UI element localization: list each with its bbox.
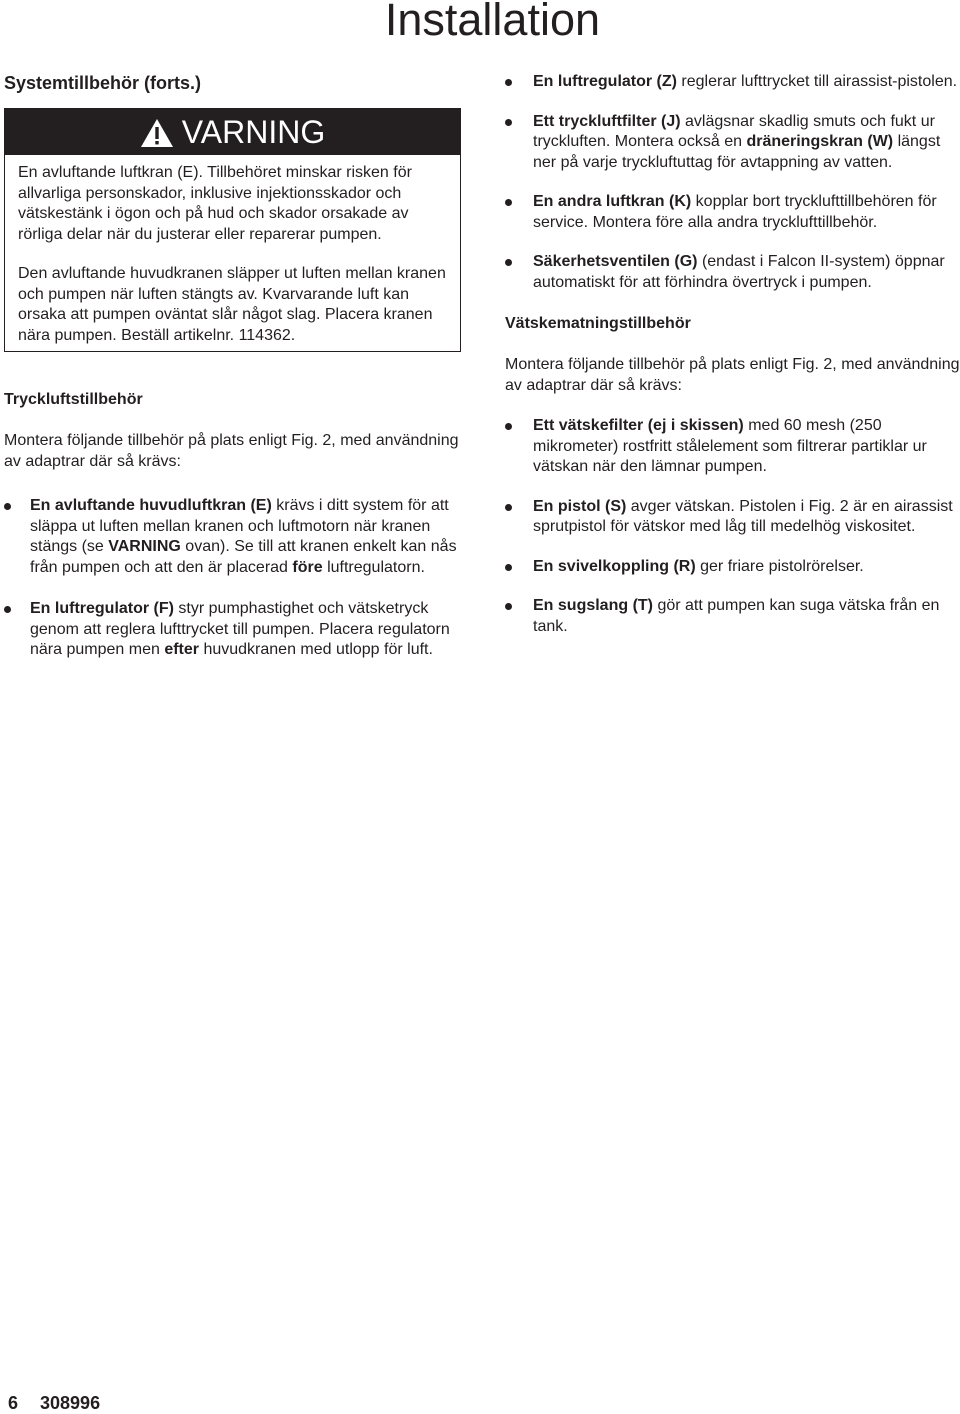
list-item: Ett tryckluftfilter (J) avlägsnar skadlig smuts och fukt ur tryckluften. Montera också en dräneringskran (W) längst ner på varje tryckluftuttag för avtappning av vatten. <box>505 112 960 174</box>
page-footer <box>8 1392 100 1414</box>
list-item: En sugslang (T) gör att pumpen kan suga vätska från en tank. <box>505 596 960 637</box>
fluid-accessories-intro: Montera följande tillbehör på plats enligt Fig. 2, med användning av adaptrar där så krävs: <box>505 356 960 394</box>
list-item: En andra luftkran (K) kopplar bort trycklufttillbehören för service. Montera före alla andra trycklufttillbehör. <box>505 192 960 233</box>
warning-paragraph-2: Den avluftande huvudkranen släpper ut luften mellan kranen och pumpen när luften stängts av. Kvarvarande luft kan orsaka att pumpen oväntat slår något slag. Placera kranen nära pumpen. Beställ artikelnr. 114362. <box>18 265 446 344</box>
air-accessories-continued-list <box>505 72 960 293</box>
list-item: En pistol (S) avger vätskan. Pistolen i Fig. 2 är en airassist sprutpistol för vätskor med låg till medelhög viskositet. <box>505 497 960 538</box>
warning-box <box>4 108 461 352</box>
list-item: En luftregulator (F) styr pumphastighet och vätsketryck genom att reglera lufttrycket till pumpen. Placera regulatorn nära pumpen men efter huvudkranen med utlopp för luft. <box>4 599 464 661</box>
right-column <box>505 72 960 637</box>
list-item: Ett vätskefilter (ej i skissen) med 60 mesh (250 mikrometer) rostfritt stålelement som filtrerar partiklar ur vätskan när den lämnar pumpen. <box>505 416 960 478</box>
list-item: Säkerhetsventilen (G) (endast i Falcon II-system) öppnar automatiskt för att förhindra övertryck i pumpen. <box>505 252 960 293</box>
page-title: Installation <box>384 0 600 45</box>
list-item: En svivelkoppling (R) ger friare pistolrörelser. <box>505 557 960 578</box>
list-item: En avluftande huvudluftkran (E) krävs i ditt system för att släppa ut luften mellan kranen och luftmotorn när kranen stängs (se VARNING ovan). Se till att kranen enkelt kan nås från pumpen och att den är placerad före luftregulatorn. <box>4 496 464 578</box>
warning-title: VARNING <box>181 113 326 150</box>
air-accessories-heading: Tryckluftstillbehör <box>4 391 143 408</box>
section-title: Systemtillbehör (forts.) <box>4 73 202 93</box>
warning-paragraph-1: En avluftande luftkran (E). Tillbehöret minskar risken för allvarliga personskador, inklusive injektionsskador och vätskestänk i ögon och på hud och skador orsakade av rörliga delar när du justerar eller reparerar pumpen. <box>18 164 412 243</box>
list-item: En luftregulator (Z) reglerar lufttrycket till airassist-pistolen. <box>505 72 960 93</box>
warning-header <box>5 109 460 155</box>
warning-triangle-icon <box>140 118 174 148</box>
page-number: 6 <box>8 1393 19 1413</box>
document-number: 308996 <box>40 1393 101 1413</box>
fluid-accessories-list <box>505 416 960 637</box>
fluid-accessories-heading: Vätskematningstillbehör <box>505 315 691 332</box>
air-accessories-list <box>4 496 464 661</box>
left-column <box>4 390 464 661</box>
air-accessories-intro: Montera följande tillbehör på plats enligt Fig. 2, med användning av adaptrar där så krävs: <box>4 432 459 470</box>
